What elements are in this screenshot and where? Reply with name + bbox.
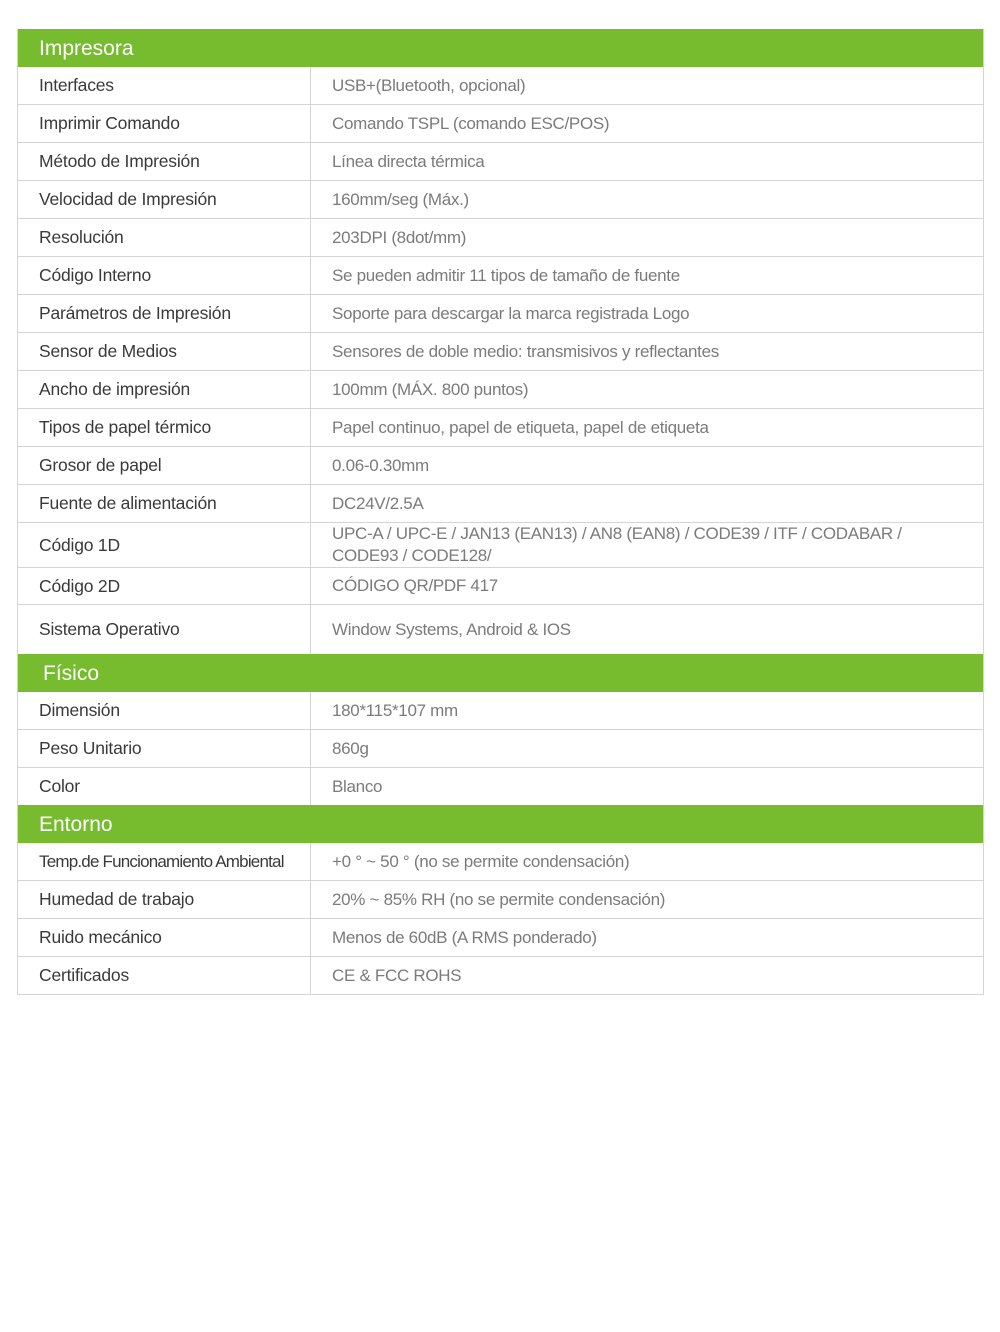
- row-value: USB+(Bluetooth, opcional): [332, 75, 526, 95]
- row-label: Código Interno: [18, 257, 311, 294]
- row-label: Código 1D: [18, 523, 311, 567]
- table-row: [18, 257, 983, 295]
- row-value: Sensores de doble medio: transmisivos y reflectantes: [332, 341, 719, 361]
- row-label: Ruido mecánico: [18, 919, 311, 956]
- row-value: 203DPI (8dot/mm): [332, 227, 467, 247]
- row-label: Peso Unitario: [18, 730, 311, 767]
- row-value: 160mm/seg (Máx.): [332, 189, 469, 209]
- table-row: [18, 333, 983, 371]
- row-label: Temp.de Funcionamiento Ambiental: [18, 843, 311, 880]
- row-value: CÓDIGO QR/PDF 417: [332, 576, 498, 595]
- row-value: 180*115*107 mm: [332, 700, 458, 720]
- table-row: [18, 447, 983, 485]
- section-header-impresora: Impresora: [18, 29, 983, 67]
- table-row: [18, 181, 983, 219]
- row-label: Método de Impresión: [18, 143, 311, 180]
- row-value: Comando TSPL (comando ESC/POS): [332, 113, 610, 133]
- row-value: UPC-A / UPC-E / JAN13 (EAN13) / AN8 (EAN8) / CODE39 / ITF / CODABAR / CODE93 / CODE128/: [332, 524, 902, 565]
- row-value: 860g: [332, 738, 369, 758]
- row-value: 100mm (MÁX. 800 puntos): [332, 379, 529, 399]
- row-label: Código 2D: [18, 568, 311, 604]
- row-label: Sensor de Medios: [18, 333, 311, 370]
- table-row: [18, 67, 983, 105]
- row-label: Fuente de alimentación: [18, 485, 311, 522]
- table-row: [18, 843, 983, 881]
- row-value: 20% ~ 85% RH (no se permite condensación): [332, 889, 666, 909]
- table-row: [18, 409, 983, 447]
- section-header-entorno: Entorno: [18, 805, 983, 843]
- row-value: 0.06-0.30mm: [332, 455, 429, 475]
- table-row: [18, 957, 983, 994]
- row-label: Resolución: [18, 219, 311, 256]
- row-value: Se pueden admitir 11 tipos de tamaño de fuente: [332, 265, 680, 285]
- table-row: [18, 295, 983, 333]
- row-label: Sistema Operativo: [18, 605, 311, 654]
- table-row: [18, 605, 983, 654]
- row-label: Grosor de papel: [18, 447, 311, 484]
- row-value: Menos de 60dB (A RMS ponderado): [332, 927, 597, 947]
- row-label: Certificados: [18, 957, 311, 994]
- row-label: Velocidad de Impresión: [18, 181, 311, 218]
- row-value: +0 ° ~ 50 ° (no se permite condensación): [332, 851, 630, 871]
- row-value: Blanco: [332, 776, 383, 796]
- table-row: [18, 919, 983, 957]
- table-row: [18, 730, 983, 768]
- row-value: Papel continuo, papel de etiqueta, papel de etiqueta: [332, 417, 709, 437]
- table-row: [18, 143, 983, 181]
- row-value: CE & FCC ROHS: [332, 965, 462, 985]
- row-label: Tipos de papel térmico: [18, 409, 311, 446]
- table-row: [18, 692, 983, 730]
- table-row: [18, 105, 983, 143]
- row-value: Window Systems, Android & IOS: [332, 619, 571, 639]
- table-row: [18, 219, 983, 257]
- row-value: Línea directa térmica: [332, 151, 485, 171]
- row-label: Dimensión: [18, 692, 311, 729]
- row-label: Interfaces: [18, 67, 311, 104]
- table-row: [18, 485, 983, 523]
- row-label: Color: [18, 768, 311, 805]
- table-row: [18, 371, 983, 409]
- table-row: [18, 523, 983, 568]
- row-label: Humedad de trabajo: [18, 881, 311, 918]
- row-label: Parámetros de Impresión: [18, 295, 311, 332]
- row-value: Soporte para descargar la marca registrada Logo: [332, 303, 690, 323]
- table-row: [18, 881, 983, 919]
- spec-table: [17, 29, 984, 995]
- table-row: [18, 568, 983, 605]
- section-header-fisico: Físico: [18, 654, 983, 692]
- row-label: Imprimir Comando: [18, 105, 311, 142]
- row-label: Ancho de impresión: [18, 371, 311, 408]
- table-row: [18, 768, 983, 805]
- row-value: DC24V/2.5A: [332, 493, 424, 513]
